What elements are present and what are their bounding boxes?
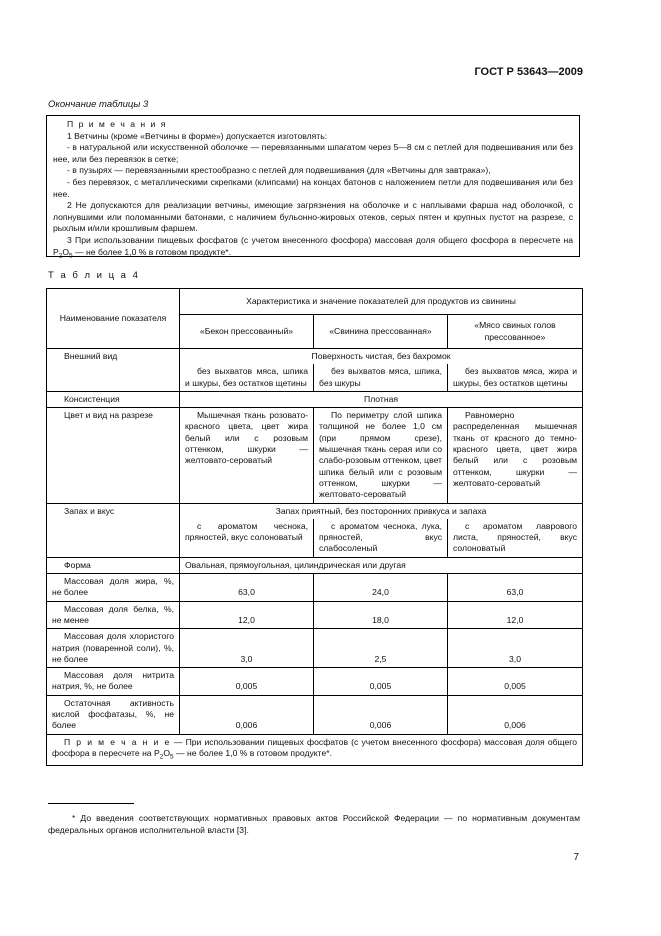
row-name: Массовая доля жира, %, не более <box>47 574 180 602</box>
note-line: - в натуральной или искусственной оболочке — перевязанными шпагатом через 5—8 см с петлей для подвешивания или без нее, или без перевязок в сетке; <box>53 142 573 164</box>
common-value: Плотная <box>180 391 583 407</box>
footnote-separator <box>48 803 134 804</box>
page-number: 7 <box>573 852 579 863</box>
note-line: 1 Ветчины (кроме «Ветчины в форме») допускается изготовлять: <box>67 130 328 141</box>
row-name: Запах и вкус <box>47 503 180 557</box>
table-cell: 0,005 <box>180 668 314 696</box>
note-line: - без перевязок, с металлическими скрепками (клипсами) на концах батонов с наложением петли для подвешивания или без нее. <box>53 176 573 199</box>
product-header: «Свинина прессованная» <box>314 315 448 349</box>
document-id: ГОСТ Р 53643—2009 <box>474 66 583 78</box>
common-value: Поверхность чистая, без бахромок <box>180 349 583 365</box>
table-cell: с ароматом лаврового листа, пряностей, вкус солоноватый <box>448 519 583 557</box>
table-cell: 18,0 <box>314 601 448 629</box>
note-text: — не более 1,0 % в готовом продукте*. <box>72 246 231 257</box>
table-cell: 63,0 <box>448 574 583 602</box>
note-line: - в пузырях — перевязанными крестообразно с петлей для подвешивания (для «Ветчины для завтрака»), <box>67 165 491 176</box>
table3-continuation-caption: Окончание таблицы 3 <box>48 99 149 110</box>
table-cell: 0,006 <box>180 695 314 734</box>
note-text: — не более 1,0 % в готовом продукте*. <box>173 747 332 758</box>
table-cell: Равномерно распределенная мышечная ткань от красного до темно-красного цвета, цвет жира белый или с розовым оттенком, шкурки — желтовато-сероватый <box>448 408 583 503</box>
subscript: 5 <box>69 252 73 260</box>
table4 <box>46 288 583 766</box>
table-row <box>47 408 583 503</box>
table-row <box>47 574 583 602</box>
table-row <box>47 629 583 668</box>
product-header: «Мясо свиных голов прессованное» <box>448 315 583 349</box>
table-cell: 63,0 <box>180 574 314 602</box>
table-cell: Мышечная ткань розовато-красного цвета, цвет жира белый или с розовым оттенком, шкурки — желтовато-сероватый <box>180 408 314 503</box>
note-text: — При использовании пищевых фосфатов (с учетом внесенного фосфора) массовая доля общего фосфора в пересчете на P <box>52 736 578 758</box>
row-name: Массовая доля нитрита натрия, %, не более <box>47 668 180 696</box>
table-row <box>47 557 583 573</box>
table-cell: 12,0 <box>448 601 583 629</box>
table3-notes <box>46 115 580 260</box>
column-header-indicator: Наименование показателя <box>47 289 180 349</box>
common-value: Запах приятный, без посторонних привкуса и запаха <box>180 503 583 519</box>
subscript: 5 <box>170 753 174 761</box>
table-cell: 0,006 <box>314 695 448 734</box>
table4-caption: Т а б л и ц а 4 <box>48 270 140 281</box>
note-text: O <box>163 747 171 758</box>
row-name: Цвет и вид на разрезе <box>47 408 180 503</box>
row-name: Внешний вид <box>47 349 180 392</box>
table-cell: без выхватов мяса, жира и шкуры, без остатков щетины <box>448 364 583 391</box>
table4-note <box>47 734 583 765</box>
row-name: Консистенция <box>47 391 180 407</box>
table-cell: 24,0 <box>314 574 448 602</box>
table-cell: 3,0 <box>180 629 314 668</box>
table-cell: 3,0 <box>448 629 583 668</box>
table-row <box>47 601 583 629</box>
group-header: Характеристика и значение показателей для продуктов из свинины <box>180 289 583 315</box>
table-cell: с ароматом чеснока, лука, пряностей, вкус слабосоленый <box>314 519 448 557</box>
row-name: Форма <box>47 557 180 573</box>
note-line: 2 Не допускаются для реализации ветчины, имеющие загрязнения на оболочке и с наплывами фарша над оболочкой, с лопнувшими или поломанными батонами, с наличием бульонно-жировых отеков, серых пятен и крупных пустот на разрезе, с рыхлым и/или крошливым фаршем. <box>53 200 573 234</box>
note-text: 3 При использовании пищевых фосфатов (с учетом внесенного фосфора) массовая доля общего фосфора в пересчете на P <box>53 234 573 257</box>
table-row <box>47 349 583 365</box>
table-cell: 2,5 <box>314 629 448 668</box>
note-text: O <box>62 246 70 257</box>
table-cell: По периметру слой шпика толщиной не более 1,0 см (при прямом срезе), мышечная ткань серая или со слабо-розовым оттенком, цвет шпика белый или с розовым оттенком, шкурки — желтовато-сероватый <box>314 408 448 503</box>
footnote: * До введения соответствующих нормативных правовых актов Российской Федерации — по нормативным документам федеральных органов исполнительной власти [3]. <box>48 813 580 835</box>
table-cell: без выхватов мяса, шпика и шкуры, без остатков щетины <box>180 364 314 391</box>
row-name: Массовая доля хлористого натрия (поваренной соли), %, не более <box>47 629 180 668</box>
table-row <box>47 668 583 696</box>
table-cell: 0,005 <box>314 668 448 696</box>
table-cell: 0,006 <box>448 695 583 734</box>
table-row <box>47 503 583 519</box>
notes-title: П р и м е ч а н и я <box>67 119 167 129</box>
product-header: «Бекон прессованный» <box>180 315 314 349</box>
table-row <box>47 391 583 407</box>
table-cell: с ароматом чеснока, пряностей, вкус солоноватый <box>180 519 314 557</box>
table-header-row <box>47 289 583 315</box>
table-note-row <box>47 734 583 765</box>
common-value: Овальная, прямоугольная, цилиндрическая или другая <box>180 557 583 573</box>
table-row <box>47 695 583 734</box>
subscript: 2 <box>159 753 164 761</box>
table-cell: 0,005 <box>448 668 583 696</box>
row-name: Остаточная активность кислой фосфатазы, %, не более <box>47 695 180 734</box>
table-cell: без выхватов мяса, шпика, без шкуры <box>314 364 448 391</box>
subscript: 2 <box>58 252 63 260</box>
note-label: П р и м е ч а н и е <box>64 736 171 747</box>
row-name: Массовая доля белка, %, не менее <box>47 601 180 629</box>
table-cell: 12,0 <box>180 601 314 629</box>
note-line-phosphorus <box>53 235 573 262</box>
